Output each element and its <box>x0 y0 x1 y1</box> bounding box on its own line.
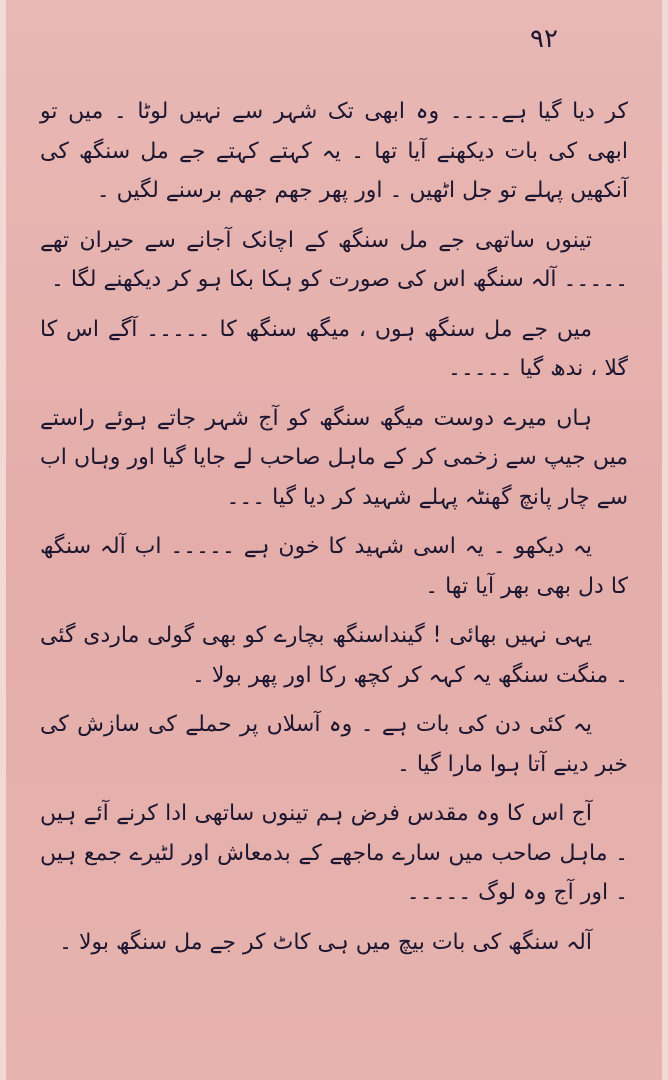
paragraph: یہی نہیں بھائی ! گینداسنگھ بچارے کو بھی گولی ماردی گئی ۔ منگت سنگھ یہ کہہ کر کچھ رکا اور پھر بولا ۔ <box>40 623 628 688</box>
paragraph: یہ کئی دن کی بات ہے ۔ وہ آسلاں پر حملے کی سازش کی خبر دینے آتا ہوا مارا گیا ۔ <box>40 712 628 777</box>
page-number: ۹۲ <box>530 24 558 54</box>
paragraph: آلہ سنگھ کی بات بیچ میں ہی کاٹ کر جے مل سنگھ بولا ۔ <box>59 929 592 955</box>
paragraph: کر دیا گیا ہے۔۔۔۔ وہ ابھی تک شہر سے نہیں لوٹا ۔ میں تو ابھی کی بات دیکھنے آیا تھا ۔ یہ کہتے کہتے جے مل سنگھ کی آنکھیں پہلے تو جل اٹھیں ۔ اور پھر جھم جھم برسنے لگیں ۔ <box>40 99 628 203</box>
paragraph: تینوں ساتھی جے مل سنگھ کے اچانک آجانے سے حیران تھے ۔۔۔۔۔ آلہ سنگھ اس کی صورت کو ہکا بکا ہو کر دیکھنے لگا ۔ <box>40 227 628 292</box>
paragraph: آج اس کا وہ مقدس فرض ہم تینوں ساتھی ادا کرنے آئے ہیں ۔ ماہل صاحب میں سارے ماجھے کے بدمعاش اور لٹیرے جمع ہیں ۔ اور آج وہ لوگ ۔۔۔۔۔ <box>40 801 628 905</box>
body-text <box>40 92 628 972</box>
page-edge-right <box>662 0 668 1080</box>
page-edge-left <box>0 0 6 1080</box>
paragraph: یہ دیکھو ۔ یہ اسی شہید کا خون ہے ۔۔۔۔۔ اب آلہ سنگھ کا دل بھی بھر آیا تھا ۔ <box>40 534 628 599</box>
paragraph: ہاں میرے دوست میگھ سنگھ کو آج شہر جاتے ہوئے راستے میں جیپ سے زخمی کر کے ماہل صاحب لے جایا گیا اور وہاں اب سے چار پانچ گھنٹہ پہلے شہید کر دیا گیا ۔۔۔ <box>40 405 628 510</box>
paragraph: میں جے مل سنگھ ہوں ، میگھ سنگھ کا ۔۔۔۔۔ آگے اس کا گلا ، ندھ گیا ۔۔۔۔۔ <box>40 316 628 381</box>
